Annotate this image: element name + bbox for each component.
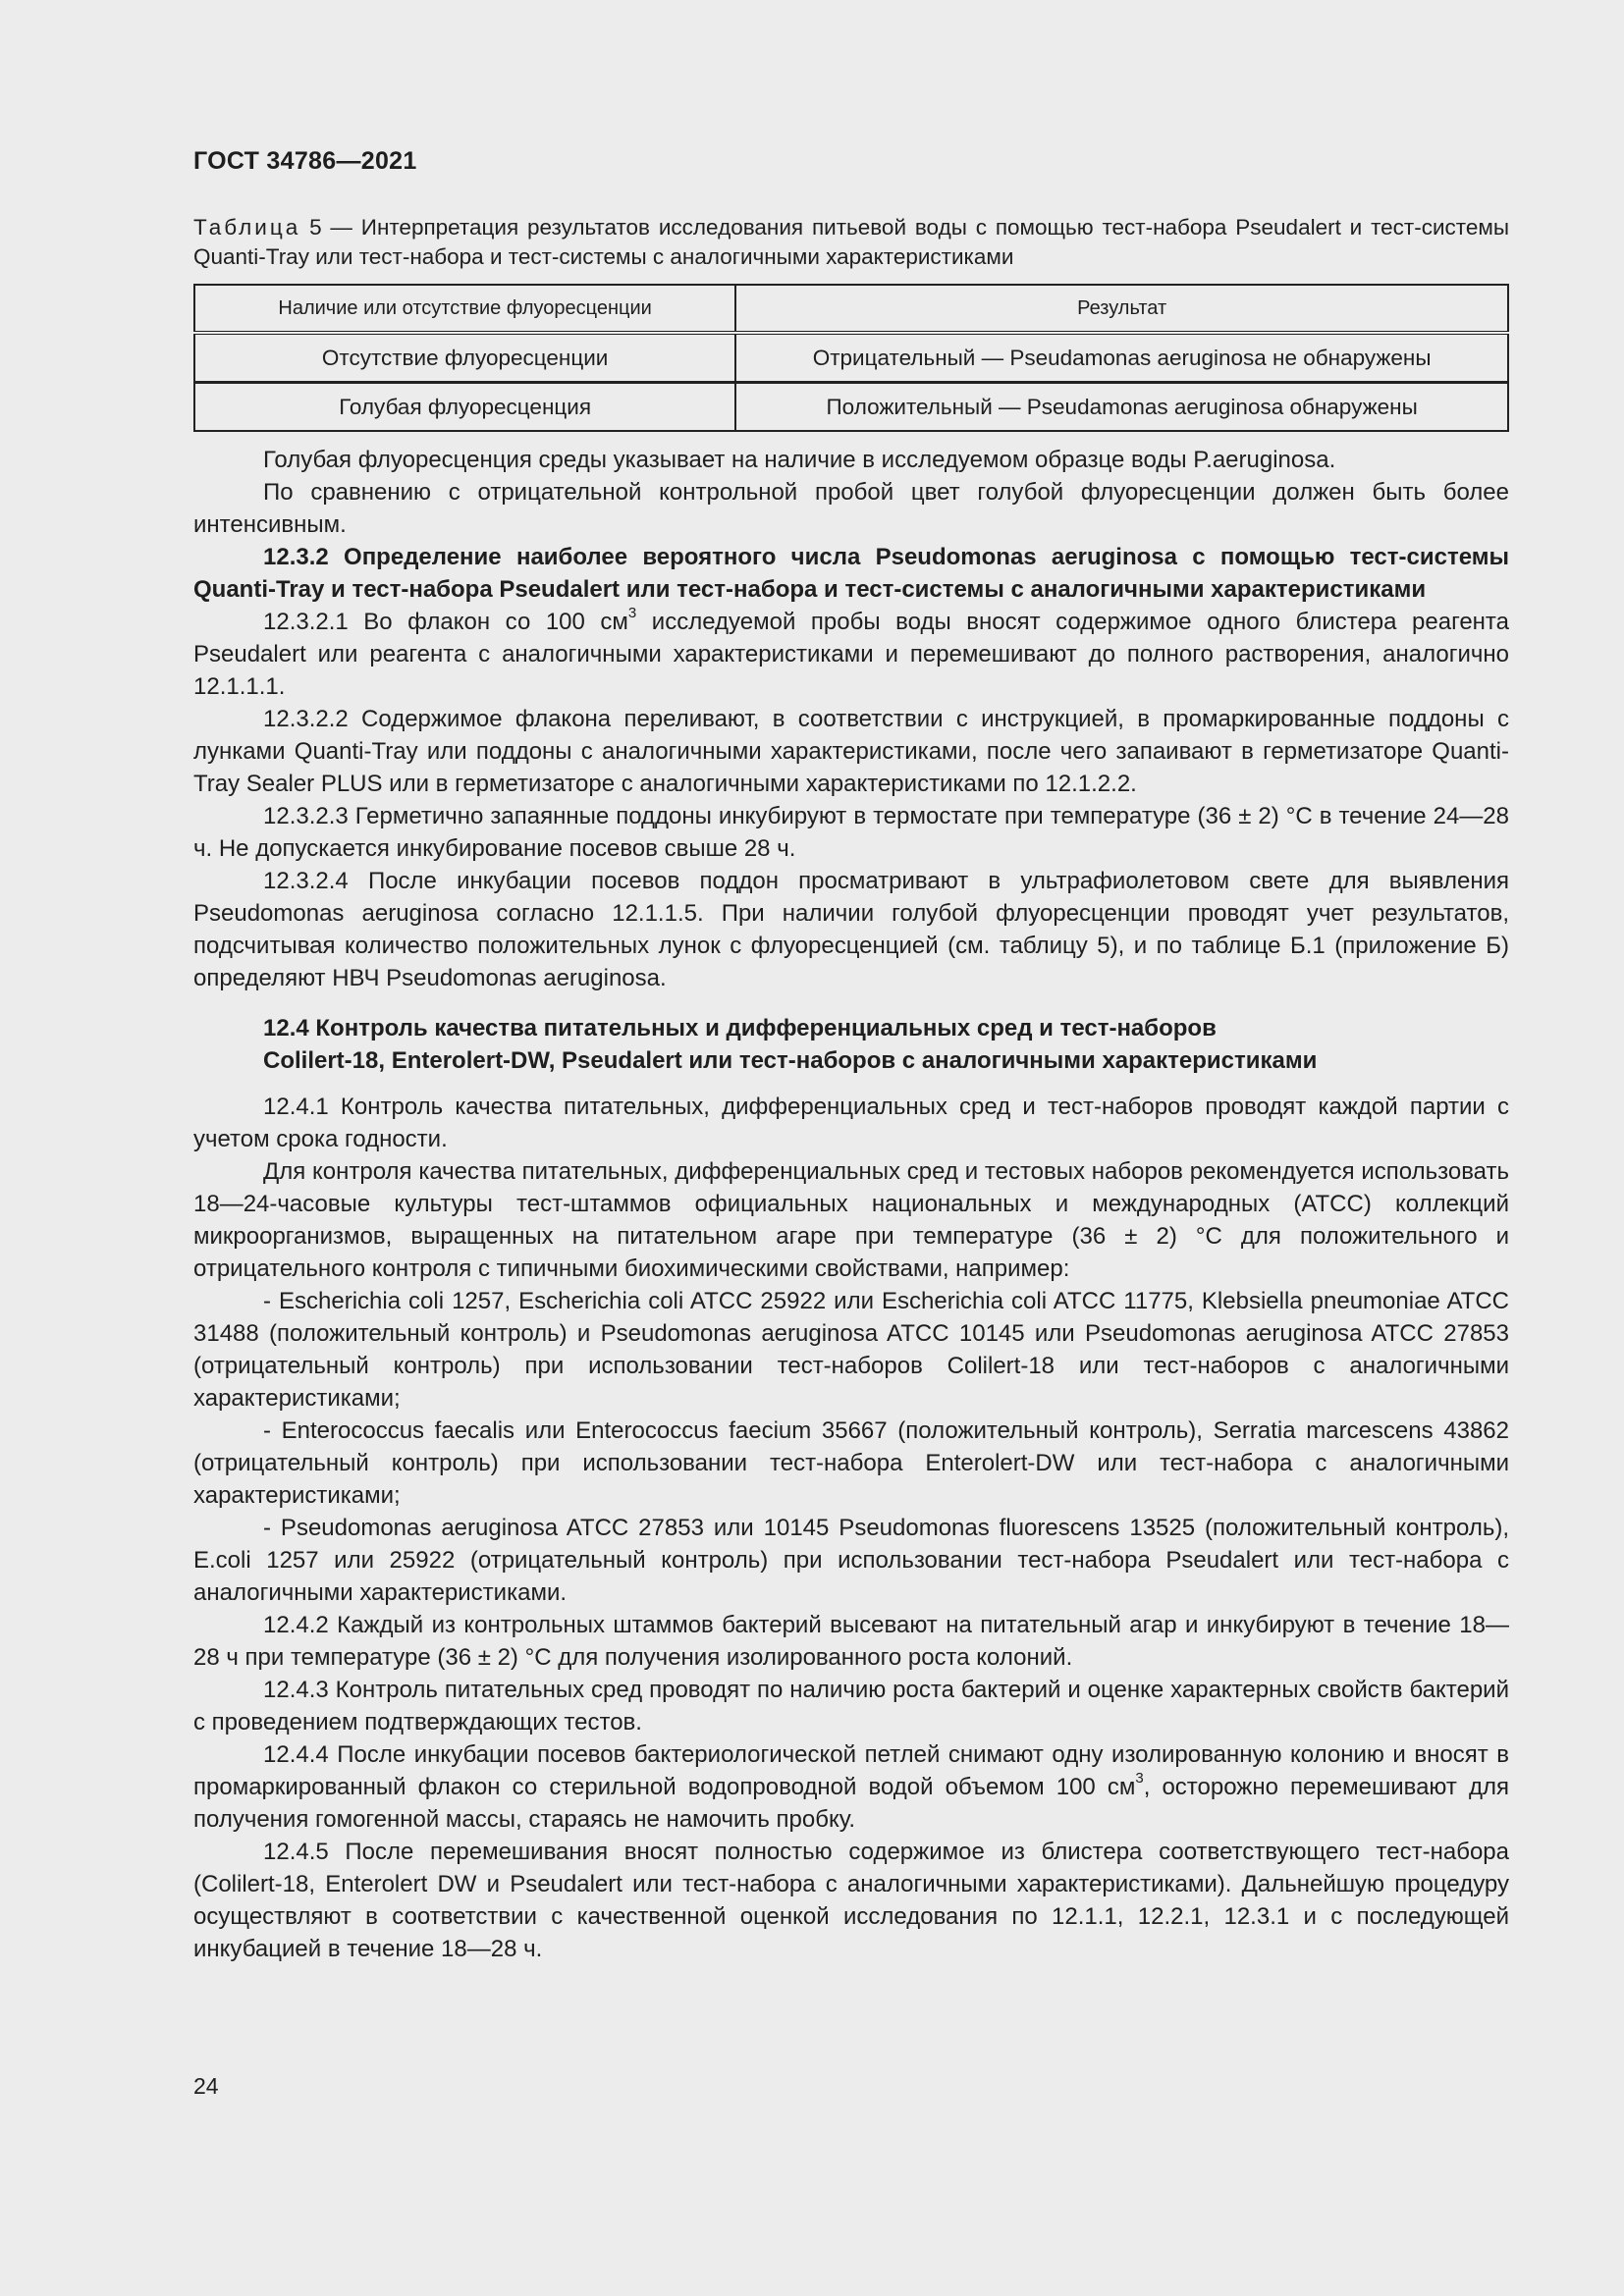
paragraph: 12.3.2.4 После инкубации посевов поддон просматривают в ультрафиолетовом свете для выявления Pseudomonas aeruginosa согласно 12.1.1.5. При наличии голубой флуоресценции проводят учет результатов, подсчитывая количество положительных лунок с флуоресценцией (см. таблицу 5), и по таблице Б.1 (приложение Б) определяют НВЧ Pseudomonas aeruginosa. [193, 868, 1509, 991]
paragraph-text: исследуемой пробы воды вносят содержимое одного блистера реагента Pseudalert или реагента с аналогичными характеристиками и перемешивают до полного растворения, аналогично 12.1.1.1. [193, 609, 1509, 700]
superscript: 3 [627, 605, 637, 621]
paragraph: 12.4.3 Контроль питательных сред проводят по наличию роста бактерий и оценке характерных свойств бактерий с проведением подтверждающих тестов. [193, 1677, 1509, 1735]
section-heading [263, 1012, 1509, 1077]
document-header: ГОСТ 34786—2021 [193, 147, 417, 175]
paragraph [193, 606, 1509, 703]
table-cell: Отсутствие флуоресценции [194, 333, 735, 383]
list-item: - Escherichia coli 1257, Escherichia coli ATCC 25922 или Escherichia coli ATCC 11775, Klebsiella pneumoniae ATCC 31488 (положительный контроль) и Pseudomonas aeruginosa ATCC 10145 или Pseudomonas aeruginosa ATCC 27853 (отрицательный контроль) при использовании тест-наборов Colilert-18 или тест-наборов с аналогичными характеристиками; [193, 1288, 1509, 1412]
table-row [194, 383, 1508, 432]
section-heading-line: Colilert-18, Enterolert-DW, Pseudalert или тест-наборов с аналогичными характеристиками [263, 1047, 1318, 1074]
table-cell: Голубая флуоресценция [194, 383, 735, 432]
table-header-cell: Результат [735, 285, 1508, 333]
page-content [193, 147, 1509, 1965]
table-cell: Положительный — Pseudamonas aeruginosa обнаружены [735, 383, 1508, 432]
paragraph: По сравнению с отрицательной контрольной пробой цвет голубой флуоресценции должен быть более интенсивным. [193, 479, 1509, 538]
section-heading: 12.3.2 Определение наиболее вероятного числа Pseudomonas aeruginosa с помощью тест-системы Quanti-Tray и тест-набора Pseudalert или тест-набора и тест-системы с аналогичными характеристиками [193, 544, 1509, 603]
paragraph-text: , осторожно перемешивают для получения гомогенной массы, стараясь не намочить пробку. [193, 1774, 1509, 1833]
paragraph [193, 1738, 1509, 1836]
table-caption-label: Таблица [193, 215, 301, 240]
table-row [194, 333, 1508, 383]
paragraph-text: 12.3.2.1 Во флакон со 100 см [263, 609, 628, 635]
paragraph: 12.3.2.3 Герметично запаянные поддоны инкубируют в термостате при температуре (36 ± 2) °С в течение 24—28 ч. Не допускается инкубирование посевов свыше 28 ч. [193, 803, 1509, 862]
table-cell: Отрицательный — Pseudamonas aeruginosa не обнаружены [735, 333, 1508, 383]
paragraph: 12.4.1 Контроль качества питательных, дифференциальных сред и тест-наборов проводят каждой партии с учетом срока годности. [193, 1094, 1509, 1152]
table-caption [193, 213, 1509, 272]
table-header-cell: Наличие или отсутствие флуоресценции [194, 285, 735, 333]
list-item: - Enterococcus faecalis или Enterococcus faecium 35667 (положительный контроль), Serratia marcescens 43862 (отрицательный контроль) при использовании тест-набора Enterolert-DW или тест-набора с аналогичными характеристиками; [193, 1417, 1509, 1509]
table-caption-text: 5 — Интерпретация результатов исследования питьевой воды с помощью тест-набора Pseudalert и тест-системы Quanti-Tray или тест-набора и тест-системы с аналогичными характеристиками [193, 215, 1509, 269]
paragraph: 12.4.2 Каждый из контрольных штаммов бактерий высевают на питательный агар и инкубируют в течение 18—28 ч при температуре (36 ± 2) °С для получения изолированного роста колоний. [193, 1612, 1509, 1671]
results-table [193, 284, 1509, 432]
paragraph-text: 12.4.4 После инкубации посевов бактериологической петлей снимают одну изолированную колонию и вносят в промаркированный флакон со стерильной водопроводной водой объемом 100 см [193, 1741, 1509, 1800]
paragraph: Для контроля качества питательных, дифференциальных сред и тестовых наборов рекомендуется использовать 18—24-часовые культуры тест-штаммов официальных национальных и международных (АТСС) коллекций микроорганизмов, выращенных на питательном агаре при температуре (36 ± 2) °С для положительного и отрицательного контроля с типичными биохимическими свойствами, например: [193, 1158, 1509, 1282]
page-number: 24 [193, 2073, 219, 2099]
table-header-row [194, 285, 1508, 333]
list-item: - Pseudomonas aeruginosa ATCC 27853 или 10145 Pseudomonas fluorescens 13525 (положительный контроль), E.coli 1257 или 25922 (отрицательный контроль) при использовании тест-набора Pseudalert или тест-набора с аналогичными характеристиками. [193, 1515, 1509, 1606]
paragraph: Голубая флуоресценция среды указывает на наличие в исследуемом образце воды P.aeruginosa. [263, 447, 1336, 473]
superscript: 3 [1135, 1770, 1144, 1787]
section-heading-line: 12.4 Контроль качества питательных и дифференциальных сред и тест-наборов [263, 1015, 1217, 1041]
paragraph: 12.4.5 После перемешивания вносят полностью содержимое из блистера соответствующего тест-набора (Colilert-18, Enterolert DW и Pseudalert или тест-набора с аналогичными характеристиками). Дальнейшую процедуру осуществляют в соответствии с качественной оценкой исследования по 12.1.1, 12.2.1, 12.3.1 и с последующей инкубацией в течение 18—28 ч. [193, 1839, 1509, 1962]
paragraph: 12.3.2.2 Содержимое флакона переливают, в соответствии с инструкцией, в промаркированные поддоны с лунками Quanti-Tray или поддоны с аналогичными характеристиками, после чего запаивают в герметизаторе Quanti-Tray Sealer PLUS или в герметизаторе с аналогичными характеристиками по 12.1.2.2. [193, 706, 1509, 797]
